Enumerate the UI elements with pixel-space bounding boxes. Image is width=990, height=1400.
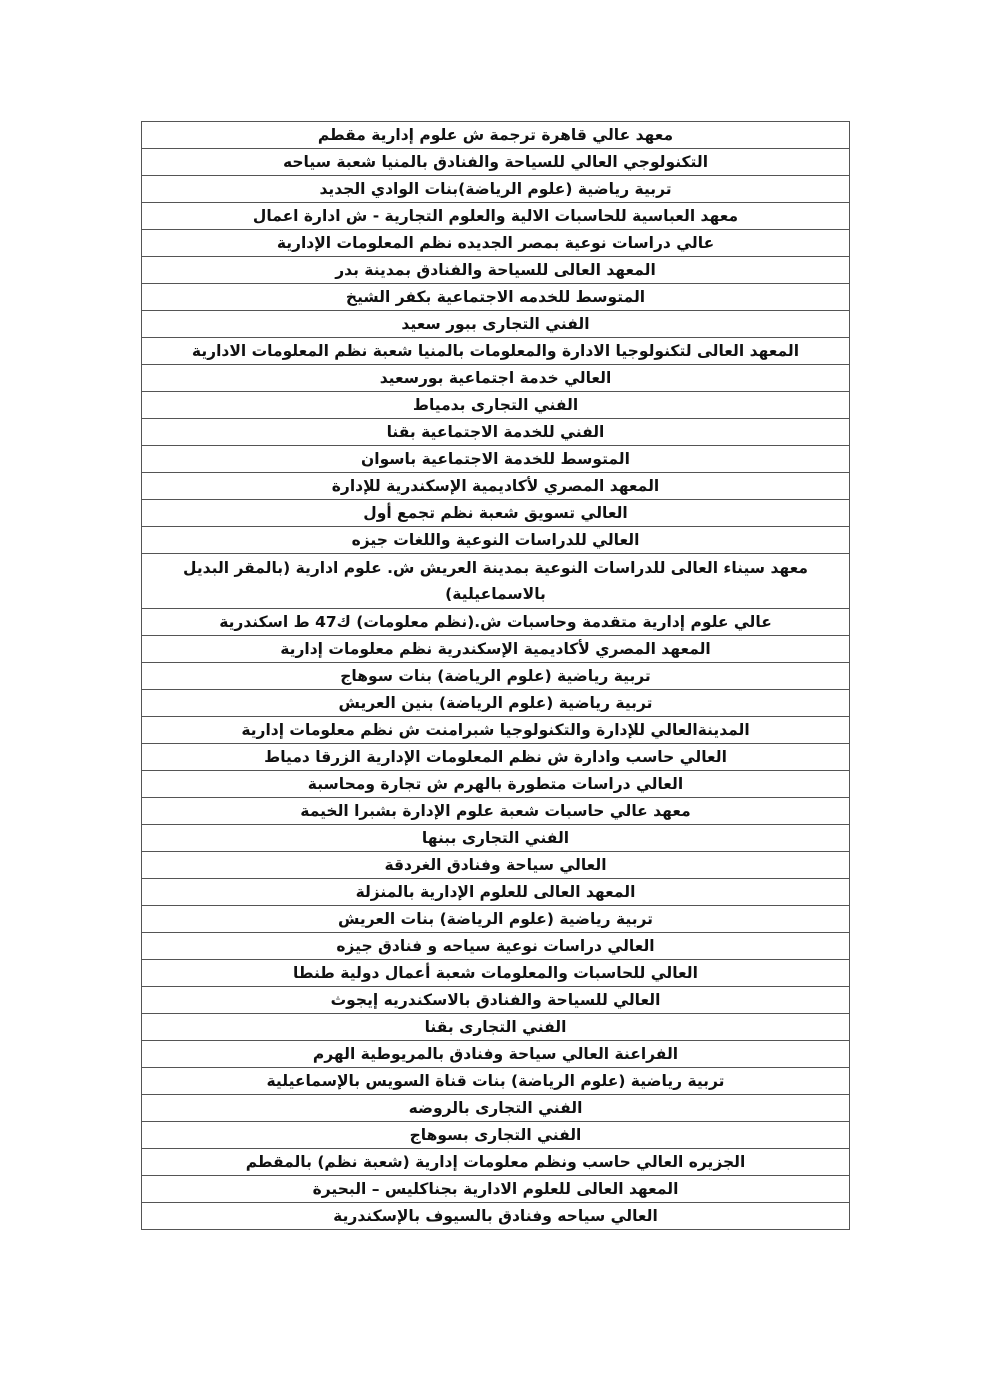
institute-name-cell: العالي سياحه وفنادق بالسيوف بالإسكندرية [142, 1203, 850, 1230]
institute-name-cell: المدينةالعالي للإدارة والتكنولوجيا شبرامنت ش نظم معلومات إدارية [142, 717, 850, 744]
table-row [142, 690, 850, 717]
table-row [142, 744, 850, 771]
institute-name-cell: المتوسط للخدمه الاجتماعية بكفر الشيخ [142, 284, 850, 311]
table-row [142, 257, 850, 284]
institute-name-cell: الفني التجارى ببور سعيد [142, 311, 850, 338]
institute-name-cell: تربية رياضية (علوم الرياضة)بنات الوادي الجديد [142, 176, 850, 203]
institute-name-cell: المعهد المصري لأكاديمية الإسكندرية للإدارة [142, 473, 850, 500]
table-row [142, 852, 850, 879]
institute-name-cell: الفراعنة العالي سياحة وفنادق بالمريوطية الهرم [142, 1041, 850, 1068]
institute-name-cell: الفني التجارى بدمياط [142, 392, 850, 419]
institute-name-cell: العالي سياحة وفنادق الغردقة [142, 852, 850, 879]
table-row [142, 987, 850, 1014]
institute-name-cell: الفني للخدمة الاجتماعية بقنا [142, 419, 850, 446]
table-row [142, 419, 850, 446]
table-row [142, 609, 850, 636]
institute-name-cell: المعهد المصري لأكاديمية الإسكندرية نظم معلومات إدارية [142, 636, 850, 663]
table-row [142, 960, 850, 987]
institute-name-cell: تربية رياضية (علوم الرياضة) بنين العريش [142, 690, 850, 717]
table-row [142, 203, 850, 230]
table-row [142, 473, 850, 500]
institutes-table [141, 121, 850, 1230]
institute-name-cell: الفني التجارى بقنا [142, 1014, 850, 1041]
institute-name-cell: العالي خدمة اجتماعية بورسعيد [142, 365, 850, 392]
table-row [142, 392, 850, 419]
table-row [142, 636, 850, 663]
institute-name-cell: عالي علوم إدارية متقدمة وحاسبات ش.(نظم معلومات) ك47 ط اسكندرية [142, 609, 850, 636]
institute-name-cell: تربية رياضية (علوم الرياضة) بنات سوهاج [142, 663, 850, 690]
institute-name-cell: العالي حاسب وادارة ش نظم المعلومات الإدارية الزرقا دمياط [142, 744, 850, 771]
table-row [142, 1095, 850, 1122]
institute-name-cell: العالي للدراسات النوعية واللغات جيزه [142, 527, 850, 554]
table-row [142, 527, 850, 554]
table-row [142, 500, 850, 527]
institute-name-cell: معهد العباسية للحاسبات الالية والعلوم التجارية - ش ادارة اعمال [142, 203, 850, 230]
institute-name-cell: المعهد العالى للسياحة والفنادق بمدينة بدر [142, 257, 850, 284]
table-row [142, 798, 850, 825]
institute-name-cell: الفني التجارى بالروضه [142, 1095, 850, 1122]
institute-name-cell: العالي دراسات متطورة بالهرم ش تجارة ومحاسبة [142, 771, 850, 798]
table-row [142, 446, 850, 473]
table-row [142, 365, 850, 392]
table-row [142, 717, 850, 744]
institutes-table-body [142, 122, 850, 1230]
table-row [142, 230, 850, 257]
institute-name-cell: معهد عالي حاسبات شعبة علوم الإدارة بشبرا الخيمة [142, 798, 850, 825]
table-row [142, 122, 850, 149]
institute-name-cell: الفني التجارى ببنها [142, 825, 850, 852]
table-row [142, 149, 850, 176]
table-row [142, 338, 850, 365]
institute-name-cell: معهد عالي قاهرة ترجمة ش علوم إدارية مقطم [142, 122, 850, 149]
institute-name-cell: المعهد العالى لتكنولوجيا الادارة والمعلومات بالمنيا شعبة نظم المعلومات الادارية [142, 338, 850, 365]
table-row [142, 1176, 850, 1203]
table-row [142, 1149, 850, 1176]
institute-name-cell: معهد سيناء العالى للدراسات النوعية بمدينة العريش ش. علوم ادارية (بالمقر البديل بالاسماعيلية) [142, 554, 850, 609]
table-row [142, 1041, 850, 1068]
table-row [142, 1122, 850, 1149]
institute-name-cell: المتوسط للخدمة الاجتماعية باسوان [142, 446, 850, 473]
institute-name-cell: التكنولوجي العالي للسياحة والفنادق بالمنيا شعبة سياحه [142, 149, 850, 176]
institute-name-cell: العالي للحاسبات والمعلومات شعبة أعمال دولية طنطا [142, 960, 850, 987]
table-row [142, 906, 850, 933]
table-row [142, 311, 850, 338]
table-row [142, 879, 850, 906]
institute-name-cell: المعهد العالى للعلوم الادارية بجناكليس – البحيرة [142, 1176, 850, 1203]
table-row [142, 933, 850, 960]
table-row [142, 825, 850, 852]
institute-name-cell: تربية رياضية (علوم الرياضة) بنات قناة السويس بالإسماعيلية [142, 1068, 850, 1095]
table-row [142, 176, 850, 203]
institute-name-cell: تربية رياضية (علوم الرياضة) بنات العريش [142, 906, 850, 933]
table-row [142, 284, 850, 311]
institute-name-cell: العالي دراسات نوعية سياحه و فنادق جيزه [142, 933, 850, 960]
table-row [142, 663, 850, 690]
institute-name-cell: عالي دراسات نوعية بمصر الجديده نظم المعلومات الإدارية [142, 230, 850, 257]
table-row [142, 771, 850, 798]
institute-name-cell: الفني التجارى بسوهاج [142, 1122, 850, 1149]
table-row [142, 1068, 850, 1095]
institute-name-cell: الجزيره العالي حاسب ونظم معلومات إدارية (شعبة نظم) بالمقطم [142, 1149, 850, 1176]
institute-name-cell: العالي للسياحة والفنادق بالاسكندريه إيجوث [142, 987, 850, 1014]
table-row [142, 554, 850, 609]
institute-name-cell: المعهد العالى للعلوم الإدارية بالمنزلة [142, 879, 850, 906]
institute-name-cell: العالي تسويق شعبة نظم تجمع أول [142, 500, 850, 527]
table-row [142, 1014, 850, 1041]
table-row [142, 1203, 850, 1230]
